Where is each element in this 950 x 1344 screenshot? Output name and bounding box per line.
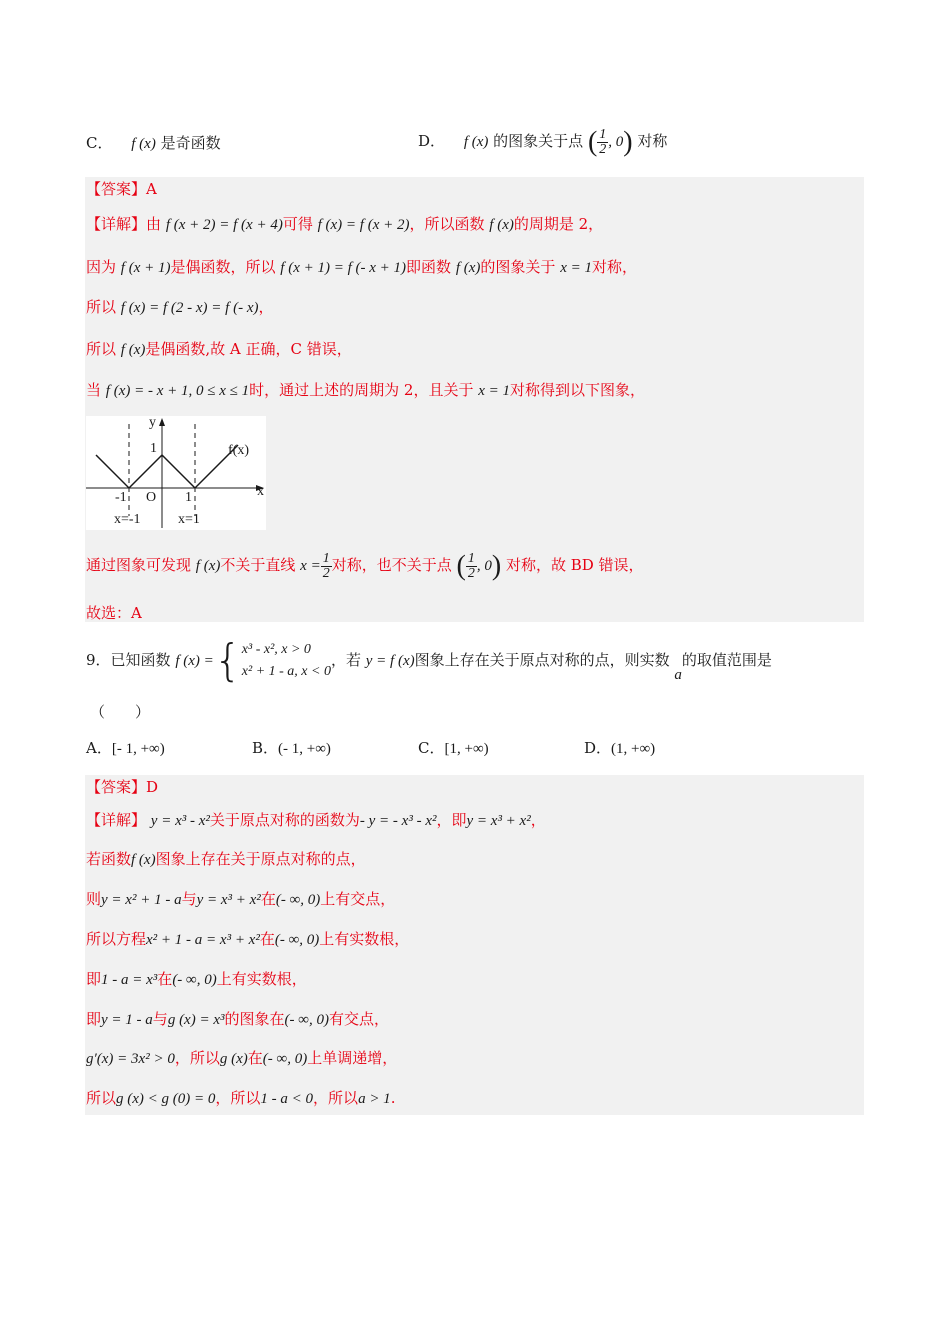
- text: 已知函数: [110, 651, 171, 669]
- frac-den: 2: [467, 566, 475, 582]
- q9-detail-line-2: [86, 849, 366, 870]
- text: 上有实数根，: [319, 930, 410, 948]
- math: f (x): [195, 558, 221, 574]
- text: .: [390, 1089, 396, 1107]
- math: f (x): [120, 342, 146, 358]
- math: x² + 1 - a = x³ + x²: [146, 932, 260, 948]
- math: x = 1: [560, 260, 592, 276]
- text: 的周期是 2，: [513, 215, 604, 233]
- q8-option-d-text1: 的图象关于点: [493, 132, 584, 150]
- q9-detail-line-3: [86, 889, 395, 910]
- math: f (x + 1) = f (- x + 1): [280, 260, 407, 276]
- text: 则: [86, 890, 102, 908]
- option-label: D．: [584, 739, 612, 757]
- math: g (x) = x³: [167, 1012, 225, 1028]
- text: ，: [258, 298, 274, 316]
- function-graph: [86, 416, 266, 530]
- q9-detail-line-8: [86, 1088, 395, 1109]
- text: 图象上存在关于原点对称的点，: [155, 850, 366, 868]
- text: 的取值范围是: [681, 651, 772, 669]
- math: x = 1: [478, 383, 511, 399]
- text: 与: [181, 890, 197, 908]
- math: g (x): [219, 1051, 248, 1067]
- text: ，所以: [174, 1049, 220, 1067]
- q8-option-d-text2: 对称: [637, 132, 668, 150]
- math: a: [674, 667, 682, 683]
- x-tick-neg1: -1: [115, 490, 127, 505]
- math: f (x) = - x + 1, 0 ≤ x ≤ 1: [105, 383, 250, 399]
- math: y = x³ + x²: [466, 813, 531, 829]
- frac-den: 2: [322, 565, 330, 581]
- math: - y = - x³ - x²: [359, 813, 437, 829]
- q8-d-frac-num: 1: [599, 127, 607, 143]
- math: y = x³ + x²: [196, 892, 261, 908]
- math: f (x): [489, 217, 514, 233]
- origin-label: O: [146, 490, 157, 505]
- text: ，所以: [313, 1089, 359, 1107]
- text: 对称，: [591, 258, 637, 276]
- q9-number: 9．: [86, 651, 111, 669]
- text: 可得: [282, 215, 313, 233]
- x-tick-1: 1: [185, 490, 192, 505]
- q9-detail-line-4: [86, 929, 409, 950]
- q9-option-b: [252, 738, 331, 759]
- text: 即: [86, 970, 102, 988]
- text: 由: [146, 215, 162, 233]
- option-label: C．: [418, 739, 445, 757]
- text: 是偶函数，所以: [170, 258, 276, 276]
- math: (- ∞, 0): [275, 892, 321, 908]
- text: 对称，故 BD 错误，: [505, 556, 644, 574]
- point-tail: , 0: [476, 558, 492, 574]
- text: 对称得到以下图象，: [510, 381, 646, 399]
- option-value: [1, +∞): [444, 741, 489, 757]
- math: f (x + 1): [120, 260, 171, 276]
- text: 在: [157, 970, 173, 988]
- text: ，: [530, 811, 546, 829]
- option-label: A．: [86, 739, 112, 757]
- q9-option-a: [86, 738, 165, 759]
- math: y = x² + 1 - a: [101, 892, 182, 908]
- text: 当: [86, 381, 102, 399]
- text: 若函数: [86, 850, 132, 868]
- math: y = f (x): [365, 653, 415, 669]
- text: 上有交点，: [320, 890, 396, 908]
- math: f (x) = f (x + 2): [317, 217, 410, 233]
- math: y = 1 - a: [101, 1012, 153, 1028]
- option-label: B．: [252, 739, 279, 757]
- math: f (x + 2) = f (x + 4): [165, 217, 283, 233]
- function-curve: [96, 445, 238, 488]
- q8-option-c-text: 是奇函数: [160, 134, 221, 152]
- text: ，即: [436, 811, 467, 829]
- y-axis-arrow: [159, 418, 165, 426]
- fx-label: f(x): [228, 443, 249, 458]
- q8-detail-label: 【详解】: [86, 215, 147, 233]
- function-graph-figure: [86, 416, 266, 530]
- math: f (x): [131, 852, 156, 868]
- q8-answer-label: 【答案】A: [86, 180, 157, 198]
- q9-detail-line-5: [86, 969, 307, 990]
- option-value: (1, +∞): [611, 741, 656, 757]
- q8-detail-line-2: [86, 257, 637, 278]
- option-value: (- 1, +∞): [278, 741, 331, 757]
- text: ，若: [330, 651, 361, 669]
- text: 即: [86, 1010, 102, 1028]
- q8-option-c: [86, 133, 221, 154]
- math: a > 1: [358, 1091, 391, 1107]
- text: 所以: [86, 340, 117, 358]
- line-label-left: x=-1: [114, 512, 141, 527]
- text: 是偶函数,故 A 正确，C 错误，: [145, 340, 352, 358]
- q9-detail-line-1: [86, 810, 546, 831]
- math: x =: [300, 558, 321, 574]
- q8-d-frac-den: 2: [599, 142, 607, 158]
- text: ，所以函数: [409, 215, 485, 233]
- text: 通过图象可发现: [86, 556, 192, 574]
- q9-detail-label: 【详解】: [86, 811, 147, 829]
- frac-num: 1: [322, 550, 330, 566]
- q8-option-d: D． f (x) 的图象关于点 ( $\frac{1}{2}$ , 0) 对称: [418, 126, 668, 158]
- text: 有交点，: [328, 1010, 389, 1028]
- y-tick-1: 1: [150, 441, 157, 456]
- frac-num: 1: [467, 551, 475, 567]
- math: g (x) < g (0) = 0: [116, 1091, 216, 1107]
- option-value: [- 1, +∞): [111, 741, 165, 757]
- math: (- ∞, 0): [262, 1051, 308, 1067]
- q8-option-c-label: C．: [86, 134, 113, 152]
- text: 不关于直线: [220, 556, 296, 574]
- math: 1 - a < 0: [260, 1091, 314, 1107]
- y-axis-label: y: [149, 416, 156, 430]
- math: (- ∞, 0): [284, 1012, 329, 1028]
- math: (- ∞, 0): [172, 972, 217, 988]
- q8-detail-line-1: [86, 214, 603, 235]
- text: 对称，也不关于点: [331, 556, 452, 574]
- q8-final-answer: 故选：A: [86, 604, 142, 622]
- math: y = x³ - x²: [150, 813, 210, 829]
- text: 在: [260, 890, 276, 908]
- text: 在: [247, 1049, 263, 1067]
- q9-blank: （ ）: [90, 703, 151, 721]
- q9-option-d: [584, 738, 655, 759]
- q8-detail-line-4: [86, 339, 352, 360]
- q8-option-c-math: f (x): [131, 136, 156, 152]
- text: 在: [259, 930, 275, 948]
- math: f (x): [455, 260, 481, 276]
- math: 1 - a = x³: [101, 972, 158, 988]
- text: 上有实数根，: [216, 970, 307, 988]
- q9-detail-line-7: [86, 1048, 397, 1069]
- q9-detail-line-6: [86, 1009, 389, 1030]
- q8-option-d-label: D．: [418, 132, 446, 150]
- case-2: x² + 1 - a, x < 0: [241, 664, 331, 679]
- text: 图象上存在关于原点对称的点，则实数: [414, 651, 670, 669]
- text: 关于原点对称的函数为: [209, 811, 360, 829]
- line-label-right: x=1: [178, 512, 200, 527]
- text: 所以: [86, 1089, 117, 1107]
- text: 即函数: [406, 258, 452, 276]
- math: g′(x) = 3x² > 0: [86, 1051, 175, 1067]
- q8-option-d-math: f (x): [463, 134, 489, 150]
- math: (- ∞, 0): [274, 932, 320, 948]
- text: 时，通过上述的周期为 2，且关于: [249, 381, 474, 399]
- text: 上单调递增，: [307, 1049, 398, 1067]
- q8-detail-line-6: 通过图象可发现 f (x)不关于直线 x = $\frac{1}{2}$ 对称，也不关于点 ( $\frac{1}{2}$ , 0) 对称，故 BD 错误，: [86, 550, 644, 582]
- q9-answer-label: 【答案】D: [86, 778, 159, 796]
- text: 所以方程: [86, 930, 147, 948]
- case-1: x³ - x², x > 0: [241, 642, 311, 657]
- text: 因为: [86, 258, 117, 276]
- text: 的图象在: [224, 1010, 285, 1028]
- q8-detail-line-3: [86, 297, 274, 318]
- q9-stem: 9．已知函数 f (x) ={ x³ - x², x > 0 x² + 1 - a, x < 0 ，若 y = f (x)图象上存在关于原点对称的点，则实数 a的取值范围是: [86, 635, 772, 686]
- text: 的图象关于: [480, 258, 556, 276]
- q9-option-c: [418, 738, 489, 759]
- math: f (x) =: [175, 653, 214, 669]
- text: 所以: [86, 298, 117, 316]
- text: 与: [152, 1010, 168, 1028]
- q8-d-point-tail: , 0: [608, 134, 624, 150]
- text: ，所以: [215, 1089, 261, 1107]
- x-axis-label: x: [257, 484, 264, 499]
- q8-detail-line-5: [86, 380, 645, 401]
- math: f (x) = f (2 - x) = f (- x): [120, 300, 259, 316]
